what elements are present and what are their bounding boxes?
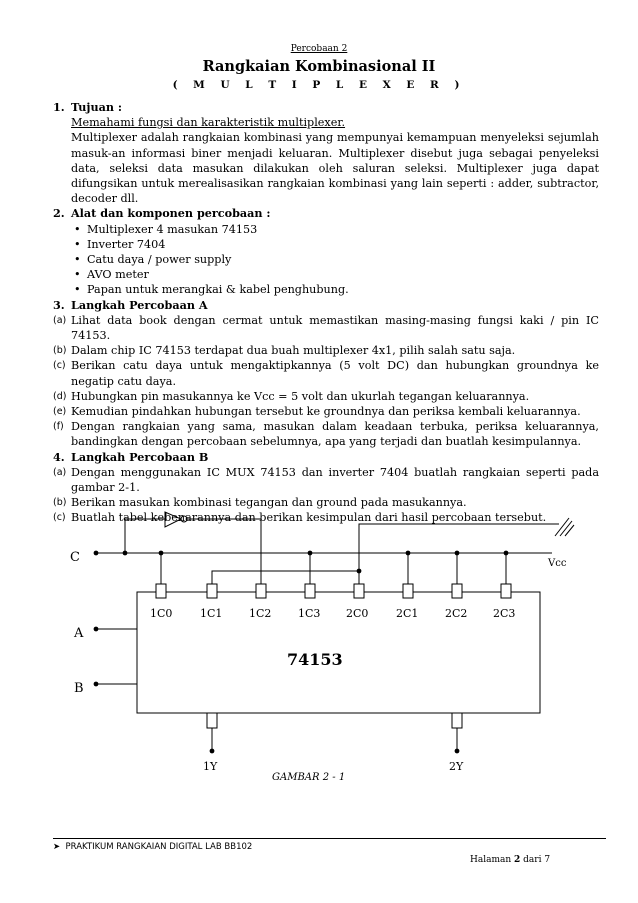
pin-stub (501, 584, 511, 598)
inverter-input-wire (125, 519, 165, 553)
junction-dot (308, 551, 313, 556)
page-word: Halaman (470, 855, 512, 865)
step-label: (c) (53, 512, 66, 524)
page-of-word: dari (523, 855, 542, 865)
inverter-gate (165, 512, 181, 527)
step-text: Berikan catu daya untuk mengaktipkannya (5 volt DC) dan hubungkan groundnya ke negatip catu daya. (71, 359, 599, 388)
step-text: Buatlah tabel kebenarannya dan berikan kesimpulan dari hasil percobaan tersebut. (71, 511, 547, 525)
footer-divider (53, 838, 606, 839)
output-1y-label: 1Y (203, 760, 218, 773)
figure-caption: GAMBAR 2 - 1 (272, 772, 346, 783)
pin-stub (305, 584, 315, 598)
input-b-label: B (74, 681, 84, 696)
terminal-dot (94, 627, 99, 632)
step-label: (d) (53, 390, 67, 402)
list-item: • Catu daya / power supply (71, 252, 599, 267)
step-text: Hubungkan pin masukannya ke Vcc = 5 volt dan ukurlah tegangan keluarannya. (71, 389, 530, 403)
step-text: Dengan menggunakan IC MUX 74153 dan inverter 7404 buatlah rangkaian seperti pada gambar 2-1. (71, 465, 599, 495)
ground-hatch (565, 525, 574, 536)
pin-stub (403, 584, 413, 598)
terminal-dot (455, 749, 460, 754)
pin-stub (256, 584, 266, 598)
step-text: Dengan rangkaian yang sama, masukan dalam keadaan terbuka, periksa keluarannya, bandingkan dengan percobaan sebelumnya, apa yang terjadi dan buatlah kesimpulannya. (71, 420, 599, 449)
page-title: Rangkaian Kombinasional II (202, 58, 436, 75)
pin-link-wire (212, 571, 359, 584)
list-item: • Papan untuk merangkai & kabel penghubung. (71, 282, 599, 297)
terminal-dot (94, 551, 99, 556)
pin-label-2c0: 2C0 (346, 607, 369, 620)
pin-label-2c3: 2C3 (493, 607, 516, 620)
page-total: 7 (544, 855, 551, 865)
output-pin-stub (207, 713, 217, 728)
step-label: (b) (53, 345, 67, 357)
section-number: 3. (53, 297, 65, 312)
pin-label-1c1: 1C1 (200, 607, 223, 620)
section-title: Langkah Percobaan B (71, 449, 209, 464)
junction-dot (406, 551, 411, 556)
pin-stub (354, 584, 364, 598)
footer-left (53, 842, 252, 852)
output-2y-label: 2Y (449, 760, 464, 773)
junction-dot (123, 551, 128, 556)
pin-stub (207, 584, 217, 598)
section-title: Langkah Percobaan A (71, 297, 208, 312)
junction-dot (357, 569, 362, 574)
input-c-label: C (70, 550, 80, 565)
terminal-dot (94, 682, 99, 687)
step-label: (c) (53, 360, 66, 372)
pin-label-1c2: 1C2 (249, 607, 272, 620)
section-number: 1. (53, 100, 65, 114)
inverter-output-wire (187, 519, 261, 584)
step-text: Kemudian pindahkan hubungan tersebut ke groundnya dan periksa kembali keluarannya. (71, 405, 581, 419)
section-number: 4. (53, 449, 65, 464)
input-a-label: A (74, 626, 84, 641)
step-label: (a) (53, 466, 67, 478)
chip-label: 74153 (287, 650, 343, 669)
pin-label-1c3: 1C3 (298, 607, 321, 620)
step-label: (e) (53, 406, 67, 418)
pin-stub (452, 584, 462, 598)
list-item: • Multiplexer 4 masukan 74153 (71, 222, 599, 237)
section-title: Alat dan komponen percobaan : (71, 206, 271, 221)
terminal-dot (210, 749, 215, 754)
objective-lead: Memahami fungsi dan karakteristik multiplexer. (71, 116, 346, 130)
step-label: (a) (53, 314, 67, 326)
step-text: Dalam chip IC 74153 terdapat dua buah multiplexer 4x1, pilih salah satu saja. (71, 344, 516, 358)
list-item: • Inverter 7404 (71, 237, 599, 252)
step-label: (b) (53, 497, 67, 509)
pin-label-1c0: 1C0 (150, 607, 173, 620)
output-pin-stub (452, 713, 462, 728)
list-item: • AVO meter (71, 267, 599, 282)
vcc-label: Vcc (548, 558, 567, 569)
junction-dot (159, 551, 164, 556)
pin-label-2c2: 2C2 (445, 607, 468, 620)
step-text: Lihat data book dengan cermat untuk memastikan masing-masing fungsi kaki / pin IC 74153. (71, 313, 599, 343)
footer-course-name: PRAKTIKUM RANGKAIAN DIGITAL LAB BB102 (65, 842, 253, 852)
section-title: Tujuan : (71, 100, 123, 114)
experiment-label: Percobaan 2 (290, 44, 348, 54)
objective-text: Multiplexer adalah rangkaian kombinasi yang mempunyai kemampuan menyeleksi sejumlah masuk-an informasi biner menjadi keluaran. Multiplexer disebut juga sebagai penyeleksi data, seleksi data masukan dilakukan oleh saluran seleksi. Multiplexer juga dapat difungsikan untuk merealisasikan rangkaian kombinasi yang lain seperti : adder, subtractor, decoder dll. (71, 131, 599, 206)
pin-stub (156, 584, 166, 598)
junction-dot (455, 551, 460, 556)
step-label: (f) (53, 421, 64, 433)
pin-label-2c1: 2C1 (396, 607, 419, 620)
arrow-bullet-icon: ➤ (53, 842, 61, 852)
page-current: 2 (514, 855, 521, 865)
ground-hatch (560, 521, 572, 536)
junction-dot (504, 551, 509, 556)
page-subtitle: ( M U L T I P L E X E R ) (172, 79, 466, 91)
step-text: Berikan masukan kombinasi tegangan dan ground pada masukannya. (71, 496, 467, 510)
section-number: 2. (53, 206, 65, 221)
page-number (470, 855, 550, 865)
